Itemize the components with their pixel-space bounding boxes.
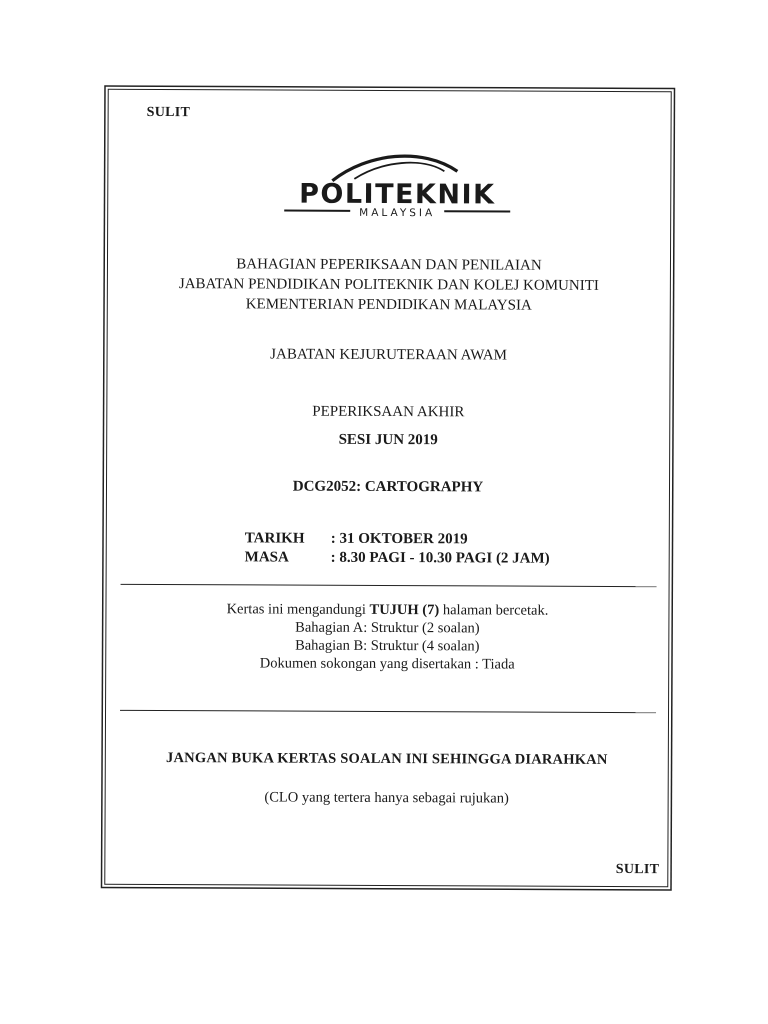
politeknik-logo [272,148,522,229]
page-count-prefix: Kertas ini mengandungi [226,601,370,618]
documents-line: Dokumen sokongan yang disertakan : Tiada [259,655,515,673]
exam-type: PEPERIKSAAN AKHIR [312,403,465,421]
time-label: MASA [244,549,289,566]
svg-text:MALAYSIA: MALAYSIA [359,206,436,220]
date-label: TARIKH [244,530,305,547]
exam-session: SESI JUN 2019 [338,431,438,449]
section-b-line: Bahagian B: Struktur (4 soalan) [295,637,480,655]
heading-line-2: JABATAN PENDIDIKAN POLITEKNIK DAN KOLEJ KOMUNITI [178,276,599,294]
do-not-open-warning: JANGAN BUKA KERTAS SOALAN INI SEHINGGA DIARAHKAN [166,750,608,768]
divider-bottom [120,710,656,713]
clo-note: (CLO yang tertera hanya sebagai rujukan) [264,789,509,807]
exam-schedule [245,529,550,568]
course-title: DCG2052: CARTOGRAPHY [292,478,484,496]
svg-text:POLITEKNIK: POLITEKNIK [299,178,496,211]
page-count-suffix: halaman bercetak. [439,602,549,619]
heading-line-3: KEMENTERIAN PENDIDIKAN MALAYSIA [245,296,532,314]
classification-top: SULIT [146,104,191,121]
classification-bottom: SULIT [615,861,660,878]
issuing-body [108,254,670,316]
date-value: : 31 OKTOBER 2019 [330,530,468,548]
time-value: : 8.30 PAGI - 10.30 PAGI (2 JAM) [330,549,550,567]
heading-line-1: BAHAGIAN PEPERIKSAAN DAN PENILAIAN [236,256,542,274]
paper-info [106,600,668,674]
date-row [245,529,550,549]
department: JABATAN KEJURUTERAAN AWAM [270,346,508,364]
divider-top [121,584,657,587]
politeknik-logo-graphic [272,148,522,229]
section-a-line: Bahagian A: Struktur (2 soalan) [295,619,480,637]
exam-cover-frame [104,89,671,887]
time-row [245,548,550,568]
page-count: TUJUH (7) [369,601,440,619]
